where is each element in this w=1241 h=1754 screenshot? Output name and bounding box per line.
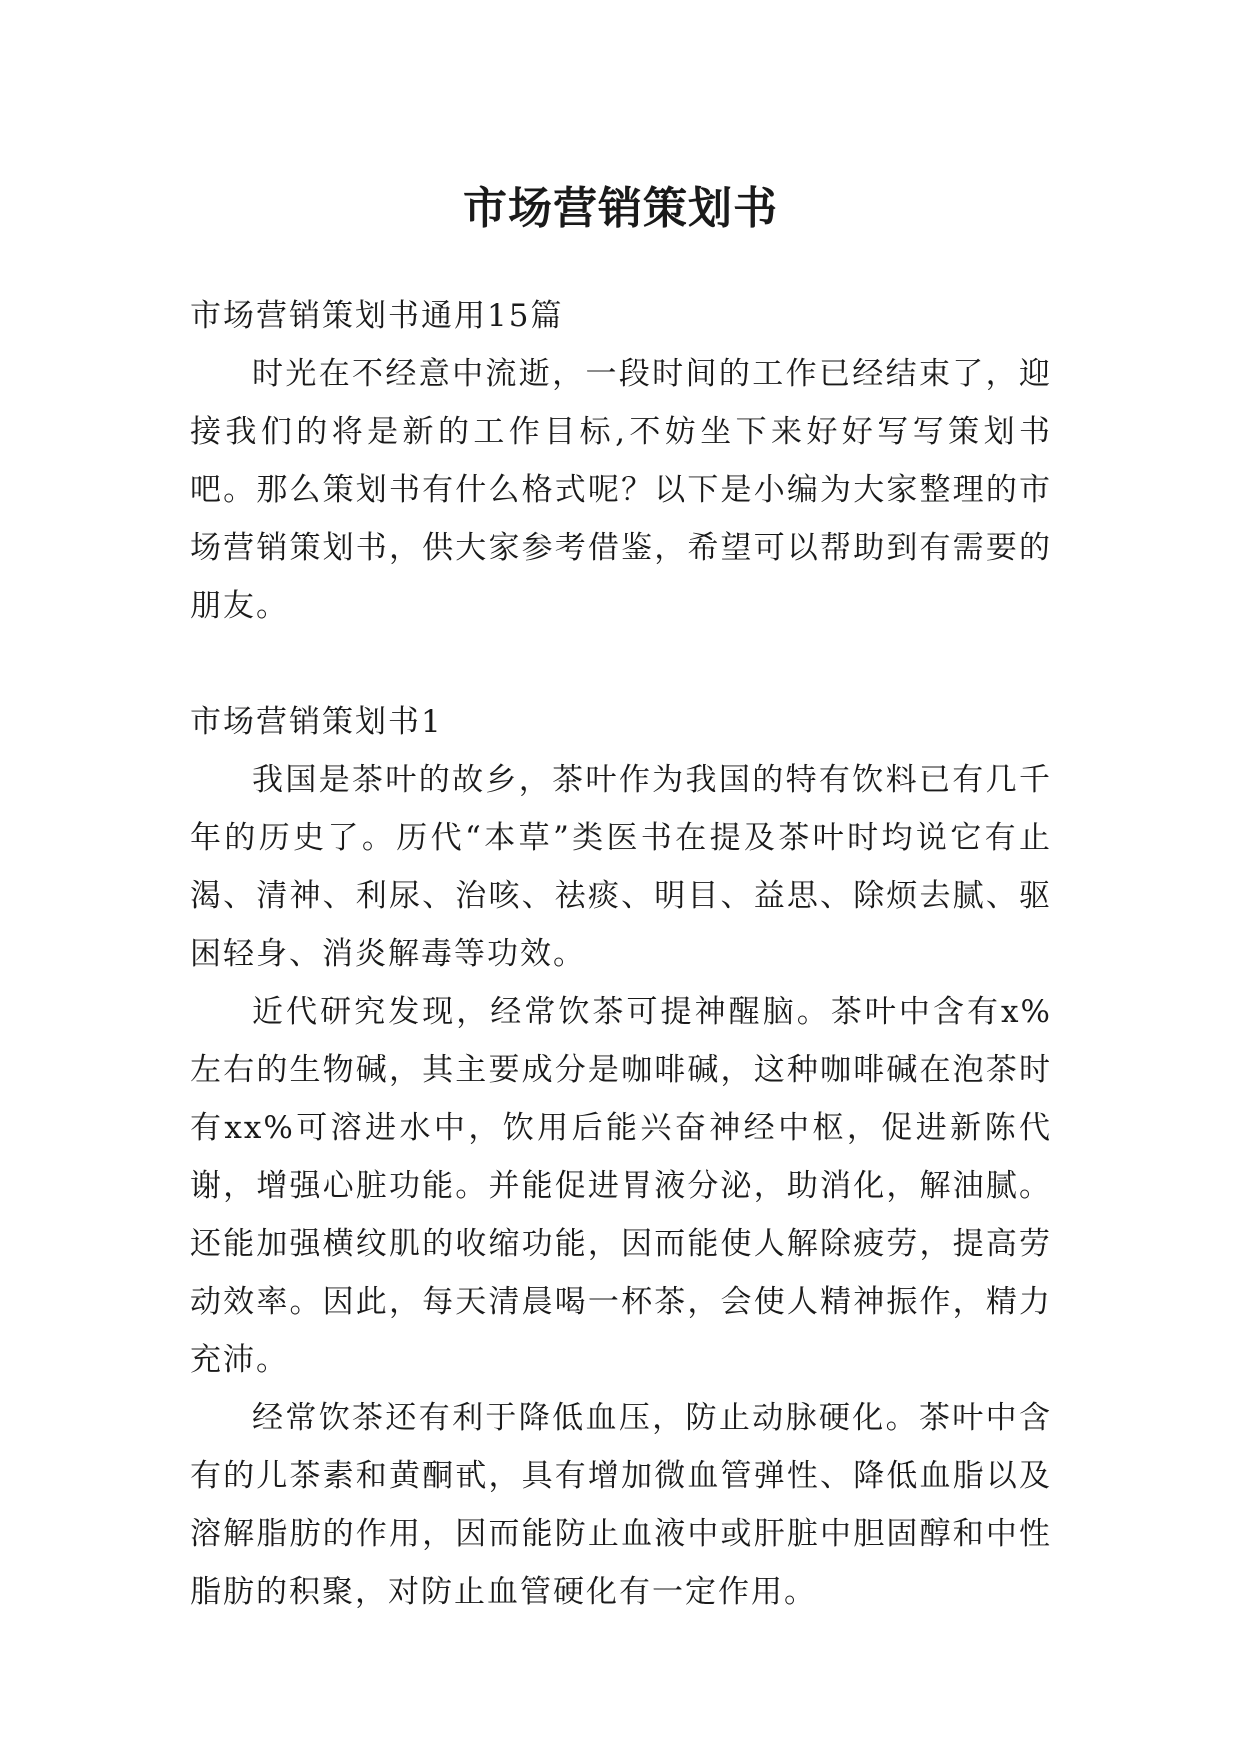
document-body: [190, 287, 1052, 1621]
document-title: 市场营销策划书: [463, 183, 778, 235]
body-paragraph: 我国是茶叶的故乡，茶叶作为我国的特有饮料已有几千年的历史了。历代“本草”类医书在提及茶叶时均说它有止渴、清神、利尿、治咳、祛痰、明目、益思、除烦去腻、驱困轻身、消炎解毒等功效。: [190, 762, 1052, 972]
intro-paragraph: 时光在不经意中流逝，一段时间的工作已经结束了，迎接我们的将是新的工作目标,不妨坐下来好好写写策划书吧。那么策划书有什么格式呢？以下是小编为大家整理的市场营销策划书，供大家参考借鉴，希望可以帮助到有需要的朋友。: [190, 356, 1052, 624]
section-heading: 市场营销策划书1: [190, 704, 443, 740]
body-paragraph: 经常饮茶还有利于降低血压，防止动脉硬化。茶叶中含有的儿茶素和黄酮甙，具有增加微血管弹性、降低血脂以及溶解脂肪的作用，因而能防止血液中或肝脏中胆固醇和中性脂肪的积聚，对防止血管硬化有一定作用。: [190, 1400, 1052, 1610]
body-paragraph: 近代研究发现，经常饮茶可提神醒脑。茶叶中含有x%左右的生物碱，其主要成分是咖啡碱，这种咖啡碱在泡茶时有xx%可溶进水中，饮用后能兴奋神经中枢，促进新陈代谢，增强心脏功能。并能促进胃液分泌，助消化，解油腻。还能加强横纹肌的收缩功能，因而能使人解除疲劳，提高劳动效率。因此，每天清晨喝一杯茶，会使人精神振作，精力充沛。: [190, 994, 1052, 1378]
document-subtitle: 市场营销策划书通用15篇: [190, 298, 564, 334]
